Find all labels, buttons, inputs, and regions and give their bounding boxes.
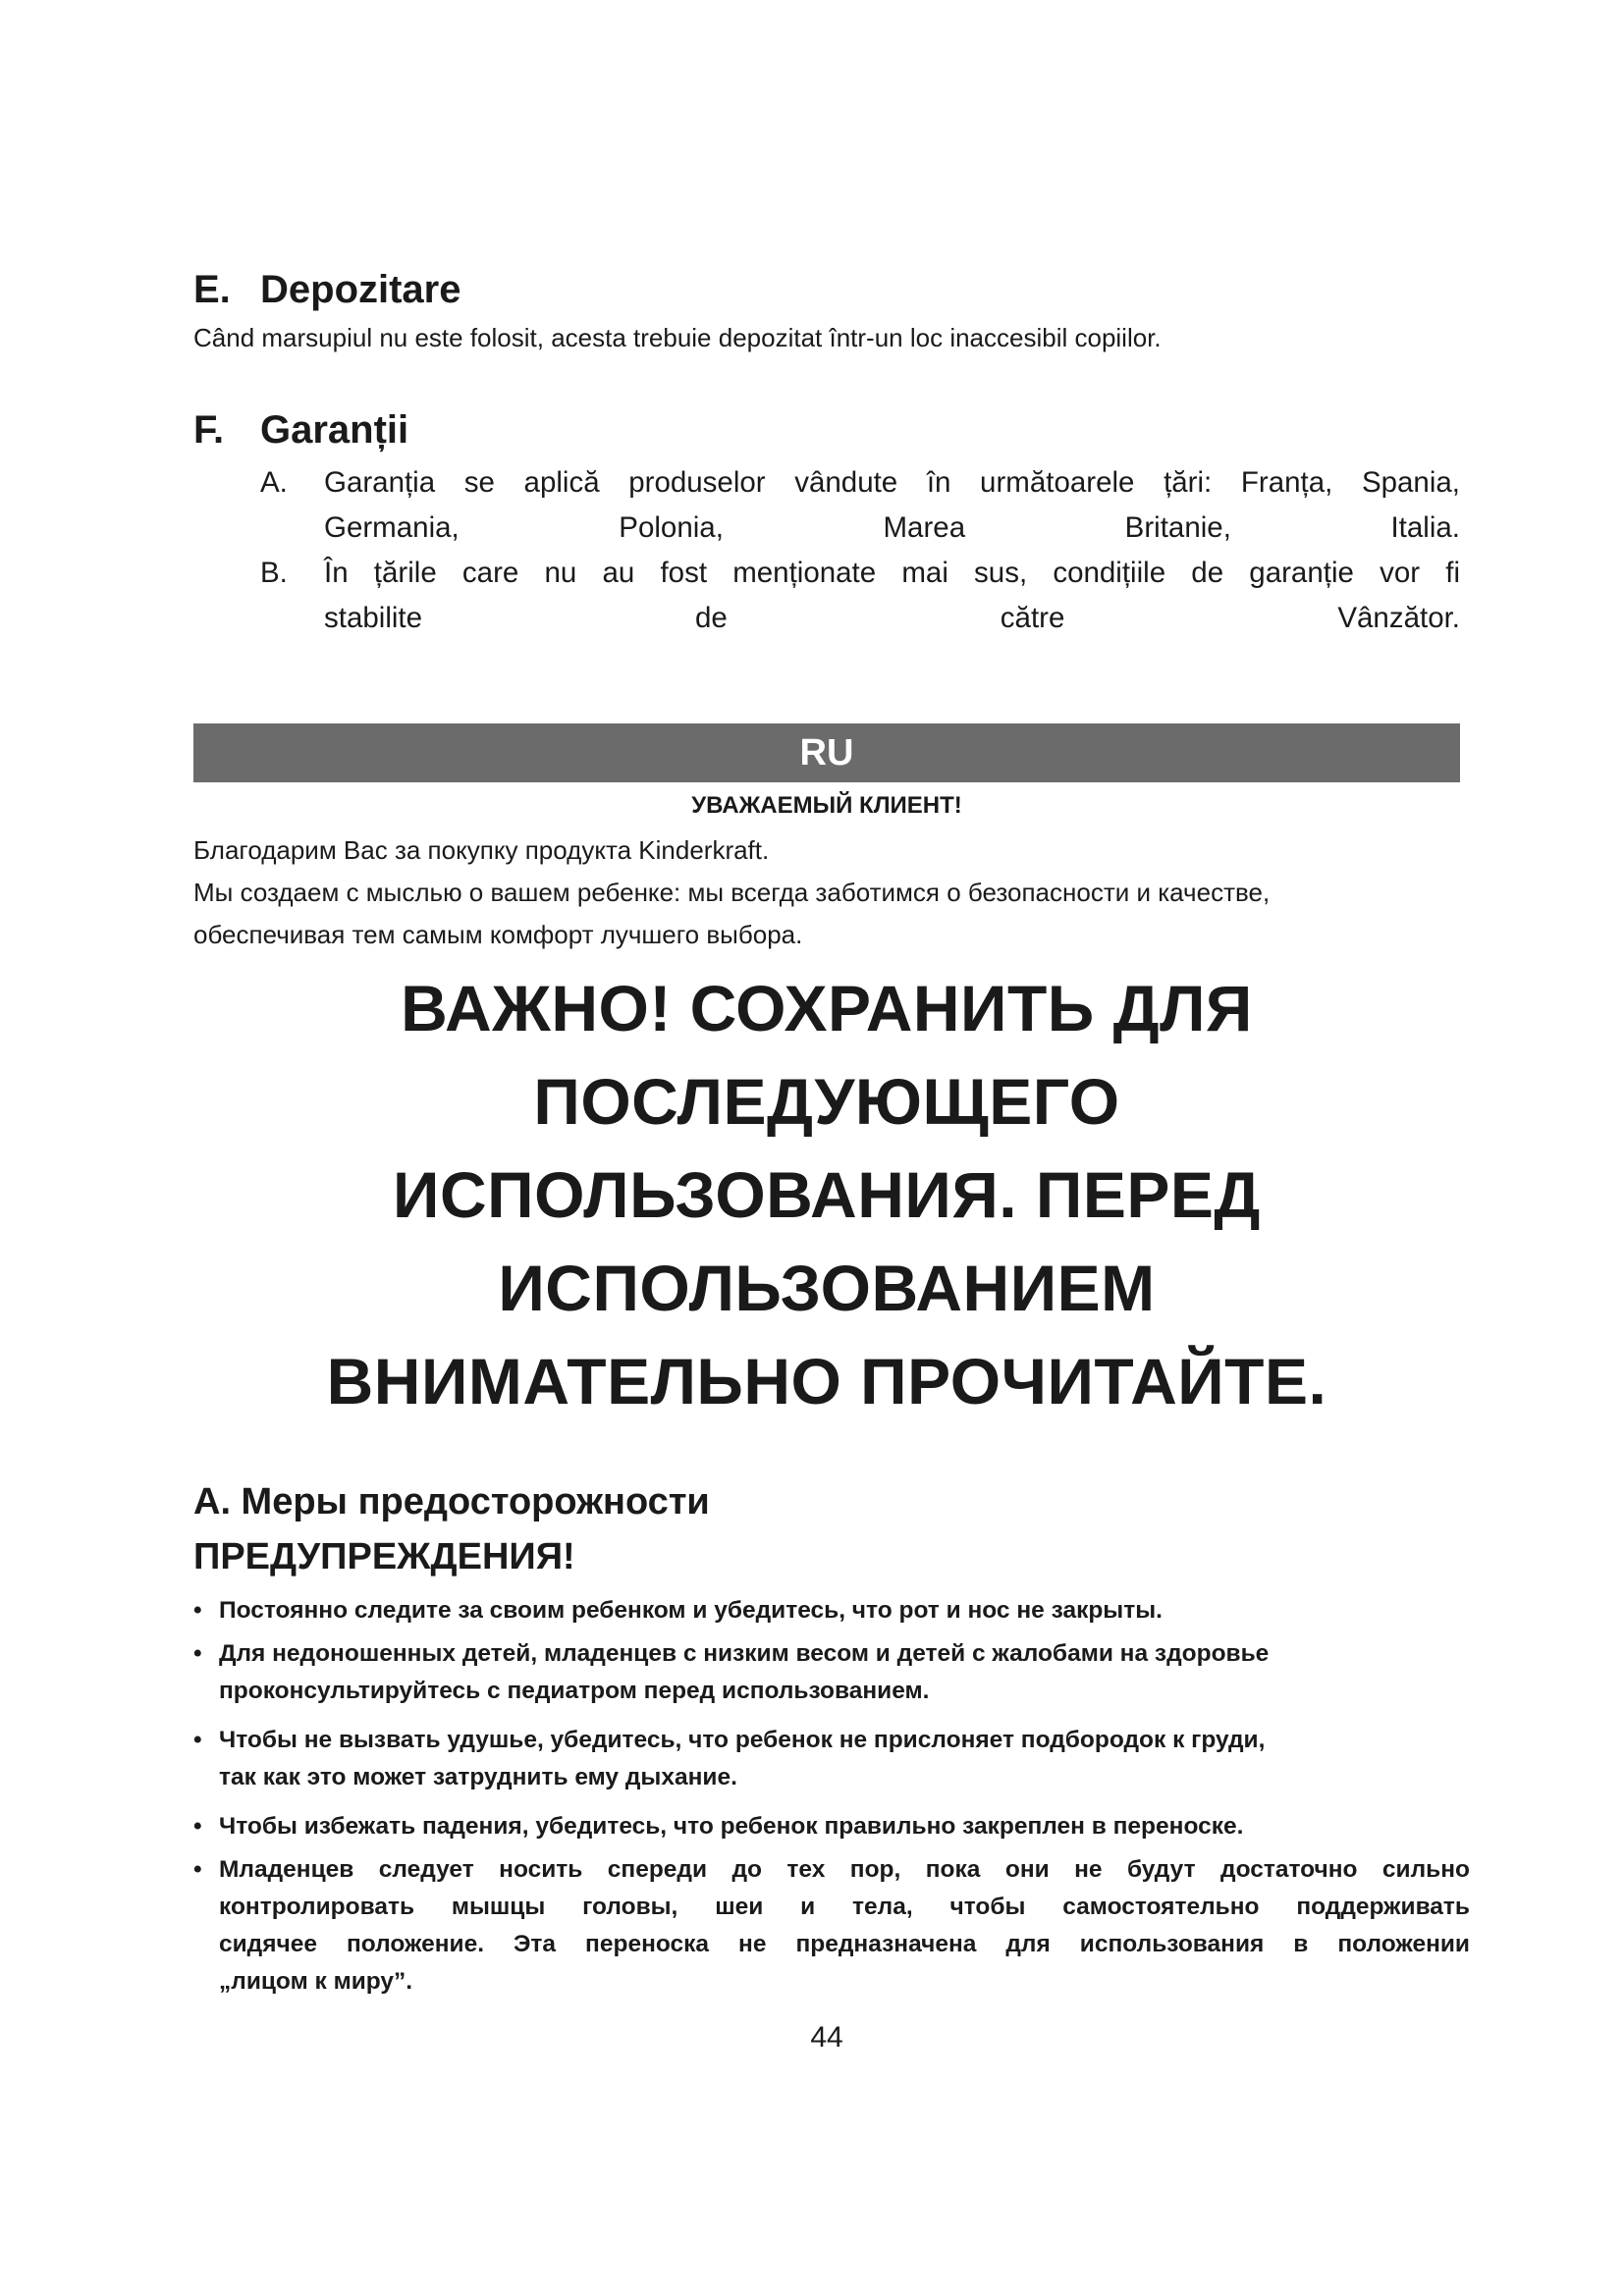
warranty-item-a-line-2: Germania, Polonia, Marea Britanie, Italia.: [324, 511, 1460, 544]
section-e-heading: [193, 266, 461, 313]
section-f-title: Garanții: [260, 408, 409, 452]
bullet-icon: •: [193, 1640, 202, 1667]
warning-text: [219, 1722, 1470, 1796]
warning-text: [219, 1851, 1470, 2001]
warranty-item-a-marker: A.: [260, 466, 288, 499]
warranty-item-b-marker: B.: [260, 557, 288, 589]
intro-line-3: обеспечивая тем самым комфорт лучшего выбора.: [193, 920, 803, 949]
warning-3-line-2: так как это может затруднить ему дыхание.: [219, 1764, 737, 1790]
warning-5-line-2: контролировать мышцы головы, шеи и тела, чтобы самостоятельно поддерживать: [219, 1894, 1470, 1920]
warning-2-line-2: проконсультируйтесь с педиатром перед использованием.: [219, 1678, 930, 1704]
warning-5-line-3: сидячее положение. Эта переноска не предназначена для использования в положении: [219, 1931, 1470, 1957]
language-section-bar: RU: [193, 723, 1460, 782]
warranty-item-a-text: [324, 460, 1460, 551]
warning-text: [219, 1635, 1470, 1710]
bullet-icon: •: [193, 1813, 202, 1840]
warning-4-line-1: Чтобы избежать падения, убедитесь, что ребенок правильно закреплен в переноске.: [219, 1813, 1244, 1840]
section-f-heading: [193, 406, 408, 454]
warranty-item-b-text: [324, 551, 1460, 641]
warning-text: [219, 1808, 1470, 1845]
important-notice-line-1: ВАЖНО! СОХРАНИТЬ ДЛЯ: [401, 972, 1253, 1044]
warning-5-line-4: „лицом к миру”.: [219, 1968, 413, 1995]
warranty-item-a-line-1: Garanția se aplică produselor vândute în următoarele țări: Franța, Spania,: [324, 466, 1460, 499]
intro-line-1: Благодарим Вас за покупку продукта Kinderkraft.: [193, 835, 770, 865]
page-number: 44: [810, 2021, 843, 2054]
warranty-item-b-line-1: În țările care nu au fost menționate mai sus, condițiile de garanție vor fi: [324, 557, 1460, 589]
bullet-icon: •: [193, 1597, 202, 1624]
warranty-item-b-line-2: stabilite de către Vânzător.: [324, 602, 1460, 634]
warnings-heading: ПРЕДУПРЕЖДЕНИЯ!: [193, 1536, 575, 1577]
precautions-heading: A. Меры предосторожности: [193, 1481, 710, 1522]
greeting-heading: УВАЖАЕМЫЙ КЛИЕНТ!: [691, 792, 962, 819]
warning-5-line-1: Младенцев следует носить спереди до тех пор, пока они не будут достаточно сильно: [219, 1856, 1470, 1883]
important-notice-line-2: ПОСЛЕДУЮЩЕГО: [533, 1065, 1120, 1138]
section-f-letter: F.: [193, 408, 225, 452]
section-e-letter: E.: [193, 268, 231, 311]
warning-text: [219, 1592, 1470, 1629]
section-e-title: Depozitare: [260, 268, 461, 311]
important-notice-line-4: ИСПОЛЬЗОВАНИЕМ: [498, 1252, 1156, 1324]
warning-2-line-1: Для недоношенных детей, младенцев с низким весом и детей с жалобами на здоровье: [219, 1640, 1270, 1667]
important-notice-title: [193, 962, 1460, 1428]
section-e-text: Când marsupiul nu este folosit, acesta trebuie depozitat într-un loc inaccesibil copiilor.: [193, 323, 1162, 352]
warning-3-line-1: Чтобы не вызвать удушье, убедитесь, что ребенок не прислоняет подбородок к груди,: [219, 1727, 1266, 1753]
warning-1-line-1: Постоянно следите за своим ребенком и убедитесь, что рот и нос не закрыты.: [219, 1597, 1163, 1624]
bullet-icon: •: [193, 1727, 202, 1753]
important-notice-line-3: ИСПОЛЬЗОВАНИЯ. ПЕРЕД: [393, 1158, 1261, 1231]
intro-line-2: Мы создаем с мыслью о вашем ребенке: мы всегда заботимся о безопасности и качестве,: [193, 878, 1271, 907]
important-notice-line-5: ВНИМАТЕЛЬНО ПРОЧИТАЙТЕ.: [326, 1345, 1327, 1417]
bullet-icon: •: [193, 1856, 202, 1883]
